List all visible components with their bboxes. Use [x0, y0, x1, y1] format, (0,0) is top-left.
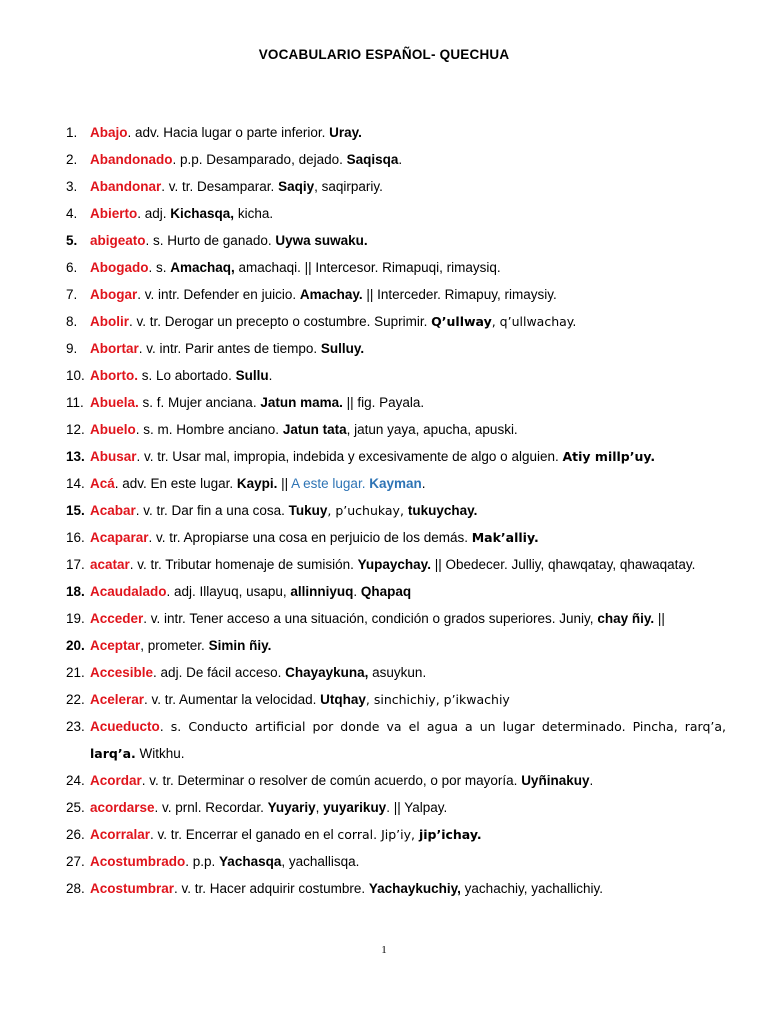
entry-headword: Acabar: [90, 503, 136, 518]
entry-definition: [90, 146, 726, 173]
entry-headword: Abuelo: [90, 422, 136, 437]
entry-definition: [90, 227, 726, 254]
entry-text-segment: . p.p.: [185, 854, 220, 869]
entry-headword: Acaudalado: [90, 584, 167, 599]
entry-text-segment: . v. tr. Dar fin a una cosa.: [135, 503, 289, 518]
entry-text-segment: . adv. En este lugar.: [114, 476, 237, 491]
entry-text-segment: Uywa suwaku.: [275, 233, 368, 248]
document-title: VOCABULARIO ESPAÑOL- QUECHUA: [258, 47, 510, 62]
entry-text-segment: , sinchichiy, p’ikwachiy: [365, 692, 510, 707]
entry-text-segment: Jatun tata: [282, 422, 347, 437]
entry-text-segment: . v. tr. Determinar o resolver de común acuerdo, o por mayoría.: [141, 773, 522, 788]
entry-headword: Acaparar: [90, 530, 149, 545]
entry-headword: Abierto: [90, 206, 138, 221]
entry-text-segment: .: [589, 773, 594, 788]
entry-text-segment: . v. tr. Desamparar.: [161, 179, 279, 194]
vocabulary-entry: [66, 632, 726, 659]
entry-definition: [90, 821, 726, 848]
entry-text-segment: Kayman: [369, 476, 422, 491]
entry-text-segment: ,: [315, 800, 324, 815]
entry-text-segment: s. f. Mujer anciana.: [138, 395, 261, 410]
entry-number: 19.: [66, 611, 85, 626]
entry-number: 20.: [66, 638, 85, 653]
entry-text-segment: Q’ullway: [431, 314, 492, 329]
entry-text-segment: Chayaykuna,: [285, 665, 369, 680]
entry-number: 2.: [66, 152, 78, 167]
entry-number: 3.: [66, 179, 78, 194]
entry-text-segment: . || Yalpay.: [386, 800, 448, 815]
entry-definition: [90, 767, 726, 794]
entry-definition: [90, 281, 726, 308]
entry-number: 8.: [66, 314, 78, 329]
entry-number: 18.: [66, 584, 85, 599]
entry-number: 22.: [66, 692, 85, 707]
entry-number: 23.: [66, 719, 85, 734]
entry-definition: [90, 794, 726, 821]
entry-text-segment: yachachiy, yachallichiy.: [460, 881, 603, 896]
entry-definition: [90, 686, 726, 713]
entry-headword: Acordar: [90, 773, 142, 788]
entry-text-segment: tukuychay.: [407, 503, 478, 518]
entry-definition: [90, 200, 726, 227]
entry-text-segment: asuykun.: [368, 665, 427, 680]
vocabulary-entry: [66, 551, 726, 578]
entry-text-segment: Sulluy.: [320, 341, 365, 356]
entry-text-segment: .: [353, 584, 361, 599]
entry-number: 4.: [66, 206, 78, 221]
entry-text-segment: ||: [654, 611, 665, 626]
entry-definition: [90, 335, 726, 362]
entry-text-segment: . v. intr. Defender en juicio.: [137, 287, 300, 302]
entry-text-segment: Yupaychay.: [357, 557, 431, 572]
entry-definition: [90, 605, 726, 632]
entry-headword: Acostumbrado: [90, 854, 186, 869]
entry-text-segment: . s.: [148, 260, 171, 275]
entry-text-segment: Utqhay: [320, 692, 366, 707]
entry-headword: abigeato: [90, 233, 146, 248]
entry-headword: Aceptar: [90, 638, 141, 653]
vocabulary-entry: [66, 470, 726, 497]
entry-text-segment: A este lugar.: [291, 476, 370, 491]
entry-definition: [90, 119, 726, 146]
entry-text-segment: Jatun mama.: [260, 395, 343, 410]
entry-text-segment: . v. tr. Encerrar el ganado en el: [150, 827, 338, 842]
entry-text-segment: ||: [277, 476, 292, 491]
vocabulary-list: [66, 119, 726, 902]
entry-text-segment: Witkhu.: [135, 746, 185, 761]
vocabulary-entry: [66, 821, 726, 848]
entry-text-segment: Yuyariy: [267, 800, 316, 815]
entry-text-segment: . adj. De fácil acceso.: [153, 665, 286, 680]
entry-number: 28.: [66, 881, 85, 896]
entry-definition: [90, 254, 726, 281]
vocabulary-entry: [66, 308, 726, 335]
entry-text-segment: yuyarikuy: [323, 800, 387, 815]
entry-text-segment: Atiy millp’uy.: [562, 449, 656, 464]
entry-text-segment: . v. tr. Derogar un precepto o costumbre. Suprimir.: [129, 314, 432, 329]
entry-headword: acordarse: [90, 800, 155, 815]
entry-text-segment: kicha.: [234, 206, 274, 221]
entry-text-segment: Sullu: [235, 368, 269, 383]
entry-number: 15.: [66, 503, 85, 518]
entry-text-segment: . adv. Hacia lugar o parte inferior.: [127, 125, 330, 140]
entry-definition: [90, 497, 726, 524]
entry-text-segment: . v. tr. Apropiarse una cosa en perjuicio de los demás.: [148, 530, 472, 545]
entry-number: 16.: [66, 530, 85, 545]
vocabulary-entry: [66, 713, 726, 767]
vocabulary-entry: [66, 578, 726, 605]
entry-definition: [90, 524, 726, 551]
vocabulary-entry: [66, 686, 726, 713]
entry-text-segment: Uray.: [329, 125, 362, 140]
vocabulary-entry: [66, 497, 726, 524]
entry-text-segment: chay ñiy.: [597, 611, 655, 626]
entry-headword: Abusar: [90, 449, 137, 464]
entry-definition: [90, 848, 726, 875]
entry-definition: [90, 173, 726, 200]
entry-number: 13.: [66, 449, 85, 464]
entry-definition: [90, 362, 726, 389]
entry-text-segment: , jatun yaya, apucha, apuski.: [346, 422, 518, 437]
entry-text-segment: , saqirpariy.: [314, 179, 383, 194]
entry-headword: Acceder: [90, 611, 144, 626]
entry-headword: Abajo: [90, 125, 128, 140]
entry-text-segment: . adj. Illayuq, usapu,: [166, 584, 291, 599]
entry-number: 7.: [66, 287, 78, 302]
entry-text-segment: . v. intr. Parir antes de tiempo.: [138, 341, 321, 356]
entry-number: 14.: [66, 476, 85, 491]
vocabulary-entry: [66, 875, 726, 902]
entry-headword: Abandonar: [90, 179, 162, 194]
entry-text-segment: . p.p. Desamparado, dejado.: [172, 152, 347, 167]
vocabulary-entry: [66, 227, 726, 254]
vocabulary-entry: [66, 119, 726, 146]
entry-text-segment: , p’uchukay,: [327, 503, 408, 518]
entry-headword: acatar: [90, 557, 130, 572]
entry-definition: [90, 443, 726, 470]
entry-headword: Abolir: [90, 314, 129, 329]
entry-definition: [90, 632, 726, 659]
entry-text-segment: Amachaq,: [170, 260, 235, 275]
entry-definition: [90, 578, 726, 605]
vocabulary-entry: [66, 362, 726, 389]
entry-definition: [90, 416, 726, 443]
vocabulary-entry: [66, 173, 726, 200]
entry-headword: Accesible: [90, 665, 154, 680]
entry-definition: [90, 308, 726, 335]
entry-number: 17.: [66, 557, 85, 572]
vocabulary-entry: [66, 848, 726, 875]
vocabulary-entry: [66, 767, 726, 794]
vocabulary-entry: [66, 659, 726, 686]
entry-text-segment: . s. m. Hombre anciano.: [135, 422, 283, 437]
entry-number: 10.: [66, 368, 85, 383]
entry-headword: Abandonado: [90, 152, 173, 167]
vocabulary-entry: [66, 146, 726, 173]
entry-definition: [90, 659, 726, 686]
entry-text-segment: . s. Hurto de ganado.: [145, 233, 276, 248]
entry-number: 1.: [66, 125, 78, 140]
entry-definition: [90, 713, 726, 767]
entry-text-segment: jip’ichay.: [418, 827, 482, 842]
entry-text-segment: || Obedecer. Julliy, qhawqatay, qhawaqatay.: [430, 557, 696, 572]
entry-text-segment: amachaqi. || Intercesor. Rimapuqi, rimaysiq.: [234, 260, 501, 275]
vocabulary-entry: [66, 200, 726, 227]
entry-text-segment: s. Lo abortado.: [138, 368, 236, 383]
page-number: 1: [381, 944, 387, 956]
entry-text-segment: Tukuy: [288, 503, 328, 518]
entry-number: 21.: [66, 665, 85, 680]
entry-definition: [90, 875, 726, 902]
entry-text-segment: Amachay.: [299, 287, 363, 302]
vocabulary-entry: [66, 794, 726, 821]
entry-definition: [90, 551, 726, 578]
entry-text-segment: || Interceder. Rimapuy, rimaysiy.: [362, 287, 557, 302]
entry-number: 6.: [66, 260, 78, 275]
vocabulary-entry: [66, 281, 726, 308]
entry-text-segment: .: [398, 152, 403, 167]
entry-text-segment: , yachallisqa.: [281, 854, 360, 869]
entry-headword: Abogar: [90, 287, 138, 302]
entry-text-segment: Uyñinakuy: [521, 773, 590, 788]
entry-number: 12.: [66, 422, 85, 437]
vocabulary-entry: [66, 524, 726, 551]
entry-text-segment: . s. Conducto artificial por donde va el agua a un lugar determinado. Pincha, rarq’a,: [159, 719, 726, 734]
entry-number: 5.: [66, 233, 78, 248]
entry-text-segment: . adj.: [137, 206, 171, 221]
entry-text-segment: Kaypi.: [236, 476, 278, 491]
entry-text-segment: . v. tr. Tributar homenaje de sumisión.: [129, 557, 358, 572]
vocabulary-entry: [66, 443, 726, 470]
entry-text-segment: . v. prnl. Recordar.: [154, 800, 268, 815]
entry-text-segment: Yachasqa: [219, 854, 282, 869]
entry-text-segment: || fig. Payala.: [342, 395, 425, 410]
entry-text-segment: Kichasqa,: [170, 206, 235, 221]
entry-number: 25.: [66, 800, 85, 815]
entry-text-segment: .: [268, 368, 273, 383]
entry-number: 26.: [66, 827, 85, 842]
entry-headword: Abortar: [90, 341, 139, 356]
entry-headword: Abogado: [90, 260, 149, 275]
entry-text-segment: corral. Jip’iy,: [337, 827, 419, 842]
entry-headword: Aborto.: [90, 368, 138, 383]
entry-text-segment: . v. tr. Hacer adquirir costumbre.: [174, 881, 369, 896]
entry-headword: Acelerar: [90, 692, 145, 707]
entry-text-segment: . v. tr. Aumentar la velocidad.: [144, 692, 321, 707]
entry-number: 9.: [66, 341, 78, 356]
vocabulary-entry: [66, 389, 726, 416]
entry-text-segment: Simin ñiy.: [208, 638, 272, 653]
entry-headword: Acá: [90, 476, 115, 491]
entry-number: 27.: [66, 854, 85, 869]
entry-headword: Abuela.: [90, 395, 139, 410]
entry-definition: [90, 389, 726, 416]
entry-text-segment: allinniyuq: [290, 584, 354, 599]
vocabulary-entry: [66, 605, 726, 632]
entry-text-segment: Yachaykuchiy,: [368, 881, 461, 896]
entry-text-segment: Mak’alliy.: [471, 530, 539, 545]
entry-headword: Acostumbrar: [90, 881, 175, 896]
entry-number: 24.: [66, 773, 85, 788]
entry-text-segment: .: [421, 476, 426, 491]
vocabulary-entry: [66, 416, 726, 443]
entry-text-segment: . v. intr. Tener acceso a una situación, condición o grados superiores. Juniy,: [143, 611, 598, 626]
entry-headword: Acorralar: [90, 827, 151, 842]
vocabulary-entry: [66, 335, 726, 362]
entry-text-segment: larq’a.: [90, 746, 136, 761]
entry-headword: Acueducto: [90, 719, 160, 734]
entry-definition: [90, 470, 726, 497]
entry-text-segment: , q’ullwachay.: [491, 314, 577, 329]
entry-text-segment: Saqiy: [278, 179, 315, 194]
vocabulary-entry: [66, 254, 726, 281]
entry-text-segment: . v. tr. Usar mal, impropia, indebida y excesivamente de algo o alguien.: [136, 449, 563, 464]
entry-number: 11.: [66, 395, 84, 410]
entry-text-segment: Qhapaq: [360, 584, 412, 599]
entry-text-segment: , prometer.: [140, 638, 209, 653]
entry-text-segment: Saqisqa: [346, 152, 399, 167]
